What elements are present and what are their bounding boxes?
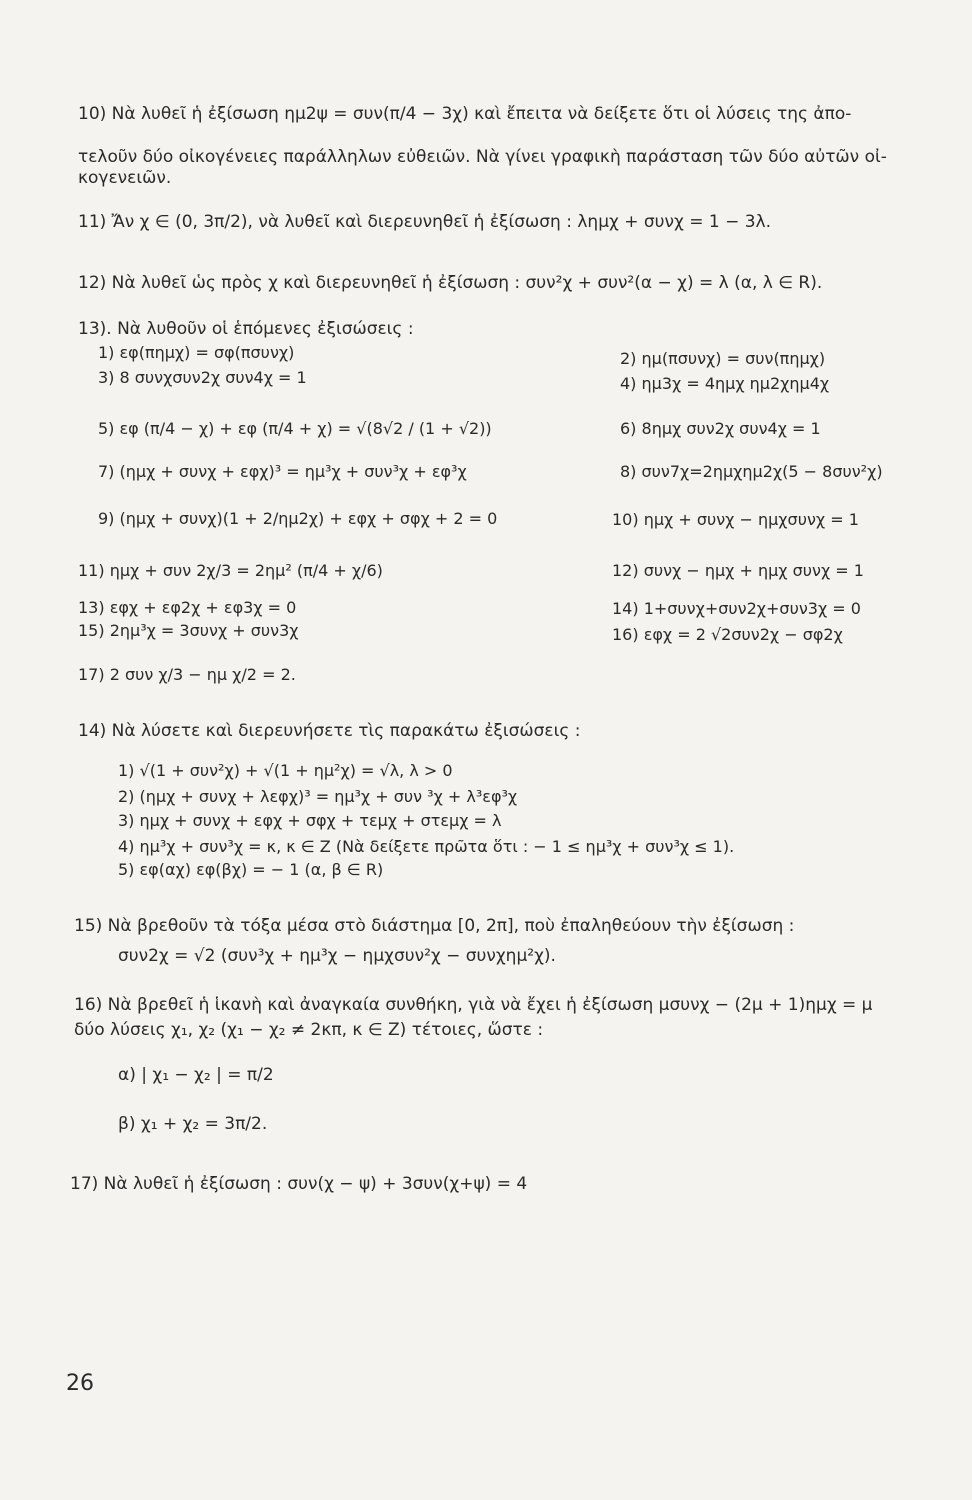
- problem-13-right-6: 6) 8ημχ συν2χ συν4χ = 1: [620, 419, 821, 438]
- problem-13-right-4: 4) ημ3χ = 4ημχ ημ2χημ4χ: [620, 374, 830, 393]
- problem-13-left-3: 3) 8 συνχσυν2χ συν4χ = 1: [98, 368, 307, 387]
- problem-15-line-2: συν2χ = √2 (συν³χ + ημ³χ − ημχσυν²χ − συνχημ²χ).: [118, 946, 556, 966]
- problem-16-alpha: α) | χ₁ − χ₂ | = π/2: [118, 1065, 274, 1085]
- problem-16-line-1: 16) Νὰ βρεθεῖ ἡ ἱκανὴ καὶ ἀναγκαία συνθήκη, γιὰ νὰ ἔχει ἡ ἐξίσωση μσυνχ − (2μ + 1)ημχ = μ: [74, 995, 873, 1015]
- page-number: 26: [66, 1371, 94, 1396]
- problem-14-item-4: 4) ημ³χ + συν³χ = κ, κ ∈ Z (Νὰ δείξετε πρῶτα ὅτι : − 1 ≤ ημ³χ + συν³χ ≤ 1).: [118, 837, 735, 856]
- problem-13-left-17: 17) 2 συν χ/3 − ημ χ/2 = 2.: [78, 665, 296, 684]
- problem-13-title: 13). Νὰ λυθοῦν οἱ ἑπόμενες ἐξισώσεις :: [78, 319, 414, 339]
- problem-13-right-14: 14) 1+συνχ+συν2χ+συν3χ = 0: [612, 599, 861, 618]
- problem-13-left-11: 11) ημχ + συν 2χ/3 = 2ημ² (π/4 + χ/6): [78, 561, 383, 580]
- problem-13-left-13: 13) εφχ + εφ2χ + εφ3χ = 0: [78, 598, 297, 617]
- problem-16-line-2: δύο λύσεις χ₁, χ₂ (χ₁ − χ₂ ≠ 2κπ, κ ∈ Z) τέτοιες, ὥστε :: [74, 1020, 544, 1040]
- problem-13-right-12: 12) συνχ − ημχ + ημχ συνχ = 1: [612, 561, 864, 580]
- problem-14-item-1: 1) √(1 + συν²χ) + √(1 + ημ²χ) = √λ, λ > 0: [118, 761, 453, 780]
- problem-13-left-15: 15) 2ημ³χ = 3συνχ + συν3χ: [78, 621, 299, 640]
- problem-13-left-5: 5) εφ (π/4 − χ) + εφ (π/4 + χ) = √(8√2 / (1 + √2)): [98, 419, 492, 438]
- problem-14-item-3: 3) ημχ + συνχ + εφχ + σφχ + τεμχ + στεμχ = λ: [118, 811, 502, 830]
- problem-10-line-1: 10) Νὰ λυθεῖ ἡ ἐξίσωση ημ2ψ = συν(π/4 − 3χ) καὶ ἔπειτα νὰ δείξετε ὅτι οἱ λύσεις της ἀπο-: [78, 104, 852, 124]
- problem-13-left-7: 7) (ημχ + συνχ + εφχ)³ = ημ³χ + συν³χ + εφ³χ: [98, 462, 467, 481]
- problem-11: 11) Ἄν χ ∈ (0, 3π/2), νὰ λυθεῖ καὶ διερευνηθεῖ ἡ ἐξίσωση : λημχ + συνχ = 1 − 3λ.: [78, 212, 772, 232]
- problem-13-right-8: 8) συν7χ=2ημχημ2χ(5 − 8συν²χ): [620, 462, 883, 481]
- problem-17: 17) Νὰ λυθεῖ ἡ ἐξίσωση : συν(χ − ψ) + 3συν(χ+ψ) = 4: [70, 1174, 528, 1194]
- problem-13-right-2: 2) ημ(πσυνχ) = συν(πημχ): [620, 349, 826, 368]
- problem-13-left-9: 9) (ημχ + συνχ)(1 + 2/ημ2χ) + εφχ + σφχ + 2 = 0: [98, 509, 498, 528]
- problem-10-line-3: κογενειῶν.: [78, 168, 172, 188]
- problem-10-line-2: τελοῦν δύο οἰκογένειες παράλληλων εὐθειῶν. Νὰ γίνει γραφικὴ παράσταση τῶν δύο αὐτῶν οἰ-: [78, 147, 887, 167]
- problem-16-beta: β) χ₁ + χ₂ = 3π/2.: [118, 1114, 268, 1134]
- problem-15-line-1: 15) Νὰ βρεθοῦν τὰ τόξα μέσα στὸ διάστημα [0, 2π], ποὺ ἐπαληθεύουν τὴν ἐξίσωση :: [74, 916, 795, 936]
- problem-12: 12) Νὰ λυθεῖ ὡς πρὸς χ καὶ διερευνηθεῖ ἡ ἐξίσωση : συν²χ + συν²(α − χ) = λ (α, λ ∈ R).: [78, 273, 823, 293]
- problem-13-right-10: 10) ημχ + συνχ − ημχσυνχ = 1: [612, 510, 859, 529]
- problem-14-item-5: 5) εφ(αχ) εφ(βχ) = − 1 (α, β ∈ R): [118, 860, 384, 879]
- problem-14-item-2: 2) (ημχ + συνχ + λεφχ)³ = ημ³χ + συν ³χ + λ³εφ³χ: [118, 787, 518, 806]
- problem-14-title: 14) Νὰ λύσετε καὶ διερευνήσετε τὶς παρακάτω ἐξισώσεις :: [78, 721, 581, 741]
- problem-13-left-1: 1) εφ(πημχ) = σφ(πσυνχ): [98, 343, 295, 362]
- problem-13-right-16: 16) εφχ = 2 √2συν2χ − σφ2χ: [612, 625, 843, 644]
